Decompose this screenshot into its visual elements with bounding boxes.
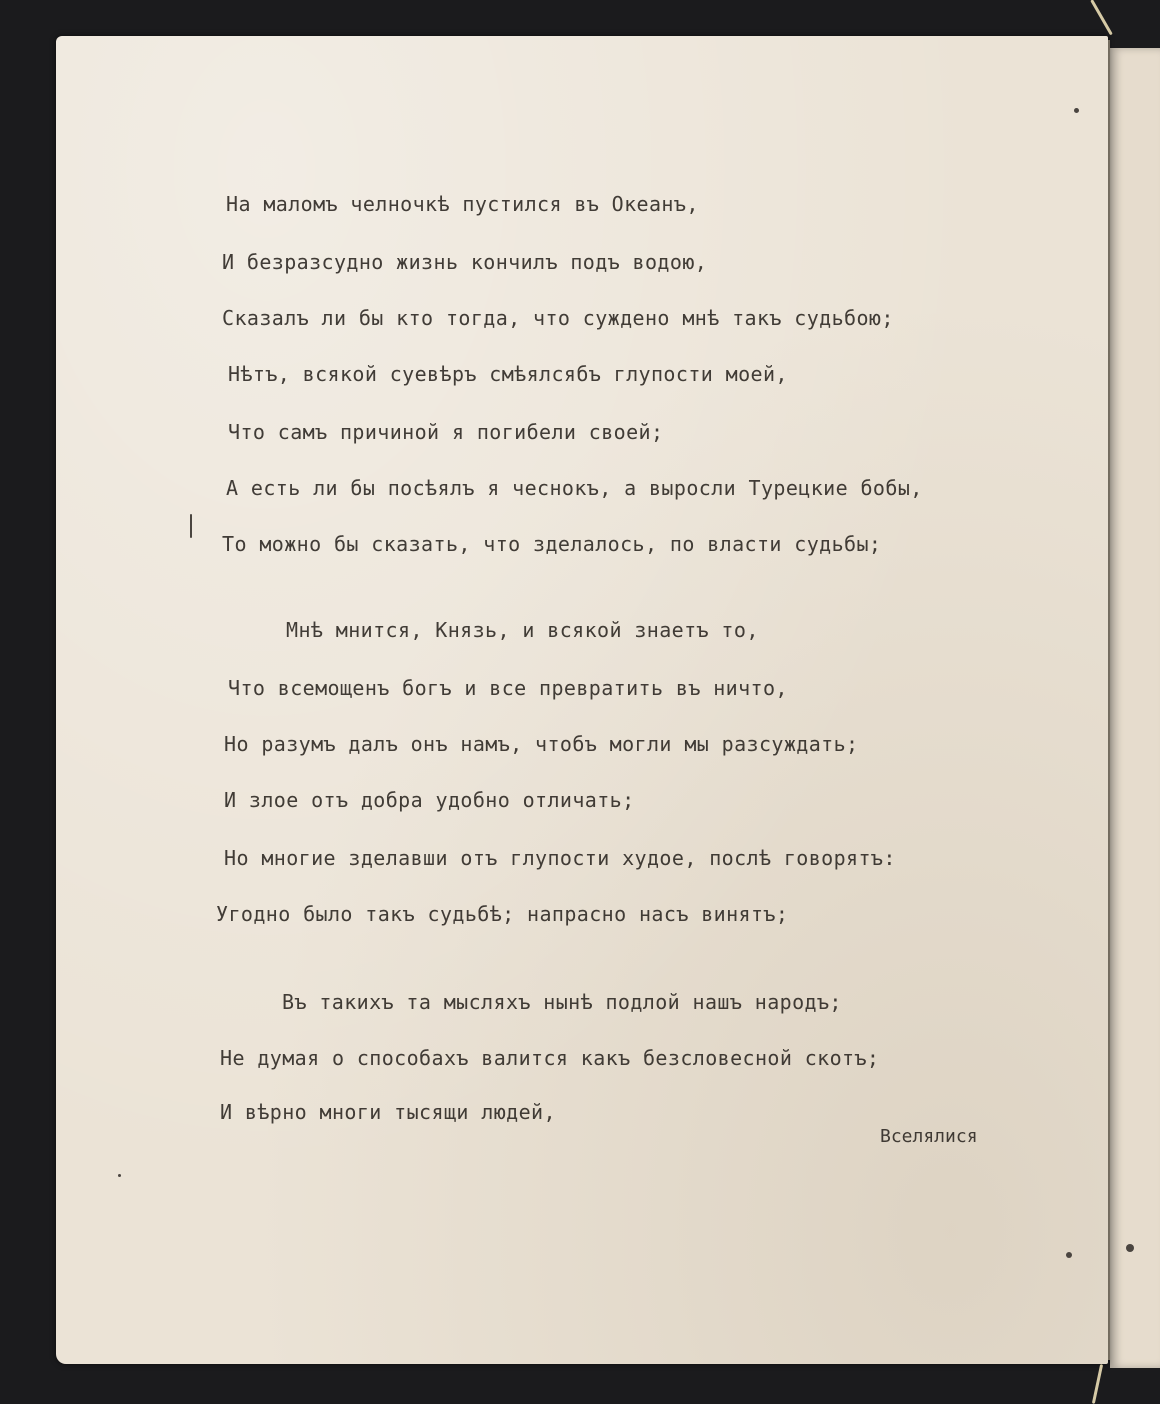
poem-line: Но многие зделавши отъ глупости худое, послѣ говорятъ: [224,846,896,870]
poem-line: И безразсудно жизнь кончилъ подъ водою, [222,250,708,274]
poem-text [56,36,1108,1364]
paper-speck [1074,108,1079,113]
paper-speck [1066,1252,1072,1258]
poem-line: Въ такихъ та мысляхъ нынѣ подлой нашъ народъ; [282,990,842,1014]
poem-line: А есть ли бы посѣялъ я чеснокъ, а выросли Турецкие бобы, [226,476,923,500]
poem-line: Сказалъ ли бы кто тогда, что суждено мнѣ такъ судьбою; [222,306,894,330]
poem-line: Угодно было такъ судьбѣ; напрасно насъ винятъ; [216,902,789,926]
poem-line: И вѣрно многи тысящи людей, [220,1100,556,1124]
poem-line: На маломъ челночкѣ пустился въ Океанъ, [226,192,699,216]
book-page [56,36,1108,1364]
binding-thread-top [1090,0,1113,35]
binding-thread-bottom [1092,1364,1103,1404]
poem-line: Мнѣ мнится, Князь, и всякой знаетъ то, [286,618,759,642]
catchword: Вселялися [880,1126,978,1147]
poem-line: Что самъ причиной я погибели своей; [228,420,664,444]
paper-speck [1126,1244,1134,1252]
poem-line: Но разумъ далъ онъ намъ, чтобъ могли мы разсуждать; [224,732,859,756]
pencil-mark [190,514,192,538]
facing-page-edge [1110,48,1160,1368]
poem-line: Не думая о способахъ валится какъ безсловесной скотъ; [220,1046,880,1070]
poem-line: Нѣтъ, всякой суевѣръ смѣялсябъ глупости моей, [228,362,788,386]
paper-speck [118,1174,121,1177]
poem-line: То можно бы сказать, что зделалось, по власти судьбы; [222,532,882,556]
poem-line: Что всемощенъ богъ и все превратить въ ничто, [228,676,788,700]
poem-line: И злое отъ добра удобно отличать; [224,788,635,812]
